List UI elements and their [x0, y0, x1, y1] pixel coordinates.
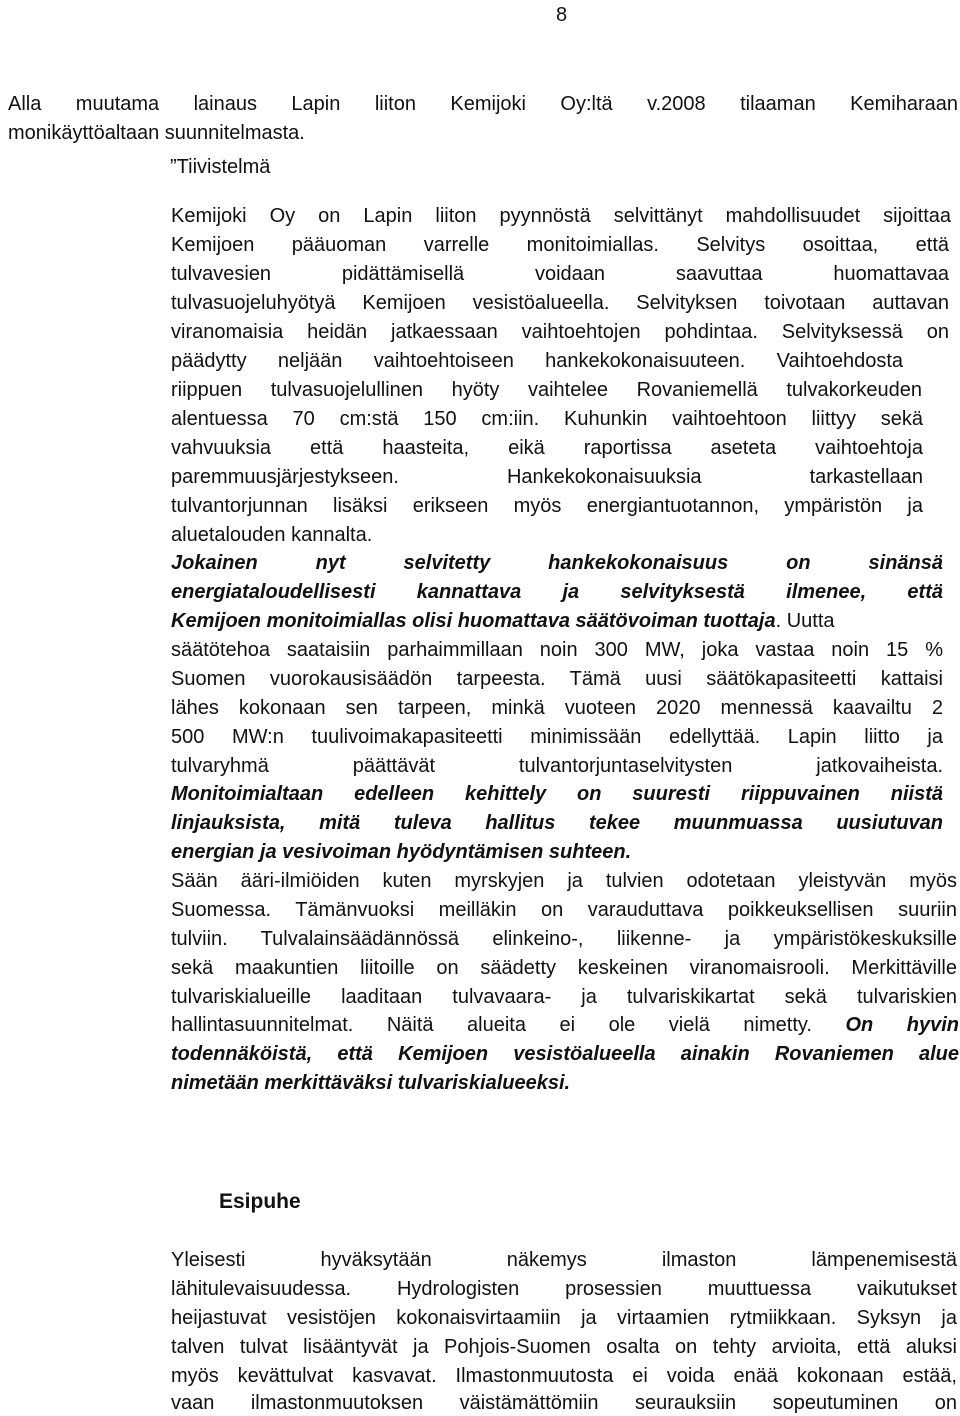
section-line: Yleisesti hyväksytään näkemys ilmaston lämpenemisestä	[171, 1249, 957, 1271]
quote-line: alentuessa 70 cm:stä 150 cm:iin. Kuhunkin vaihtoehtoon liittyy sekä	[171, 408, 923, 430]
body-text: hallintasuunnitelmat. Näitä alueita ei ole vielä nimetty.	[171, 1014, 812, 1036]
intro-line: Alla muutama lainaus Lapin liiton Kemijoki Oy:ltä v.2008 tilaaman Kemiharaan	[8, 93, 958, 115]
quote-line: Sään ääri-ilmiöiden kuten myrskyjen ja tulvien odotetaan yleistyvän myös	[171, 870, 957, 892]
quote-line: lähes kokonaan sen tarpeen, minkä vuoteen 2020 mennessä kaavailtu 2	[171, 697, 943, 719]
quote-line: tulvasuojeluhyötyä Kemijoen vesistöalueella. Selvityksen toivotaan auttavan	[171, 292, 949, 314]
quote-line: Suomessa. Tämänvuoksi meilläkin on varauduttava poikkeuksellisen suuriin	[171, 899, 957, 921]
quote-line: tulviin. Tulvalainsäädännössä elinkeino-, liikenne- ja ympäristökeskuksille	[171, 928, 957, 950]
body-text: . Uutta	[775, 610, 835, 632]
quote-line: energian ja vesivoiman hyödyntämisen suhteen.	[171, 841, 632, 863]
quote-line: 500 MW:n tuulivoimakapasiteetti minimissään edellyttää. Lapin liitto ja	[171, 726, 943, 748]
quote-line: tulvariskialueille laaditaan tulvavaara- ja tulvariskikartat sekä tulvariskien	[171, 986, 957, 1008]
quote-line: tulvavesien pidättämisellä voidaan saavuttaa huomattavaa	[171, 263, 949, 285]
quote-line: päädytty neljään vaihtoehtoiseen hankekokonaisuuteen. Vaihtoehdosta	[171, 350, 903, 372]
quote-line: energiataloudellisesti kannattava ja selvityksestä ilmenee, että	[171, 581, 943, 603]
section-line: talven tulvat lisääntyvät ja Pohjois-Suomen osalta on tehty arvioita, että aluksi	[171, 1336, 957, 1358]
quote-line: tulvantorjunnan lisäksi erikseen myös energiantuotannon, ympäristön ja	[171, 495, 923, 517]
quote-line	[171, 609, 835, 633]
quote-line	[171, 1013, 959, 1037]
section-line: lähitulevaisuudessa. Hydrologisten prosessien muuttuessa vaikutukset	[171, 1278, 957, 1300]
quote-line: aluetalouden kannalta.	[171, 524, 373, 546]
quote-line: tulvaryhmä päättävät tulvantorjuntaselvitysten jatkovaiheista.	[171, 755, 943, 777]
quote-line: säätötehoa saataisiin parhaimmillaan noin 300 MW, joka vastaa noin 15 %	[171, 639, 943, 661]
quote-line: paremmuusjärjestykseen. Hankekokonaisuuksia tarkastellaan	[171, 466, 923, 488]
quote-line: todennäköistä, että Kemijoen vesistöalueella ainakin Rovaniemen alue	[171, 1043, 959, 1065]
emphasis-text: Kemijoen monitoimiallas olisi huomattava säätövoiman tuottaja	[171, 610, 776, 632]
quote-line: sekä maakuntien liitoille on säädetty keskeinen viranomaisrooli. Merkittäville	[171, 957, 957, 979]
quote-line: viranomaisia heidän jatkaessaan vaihtoehtojen pohdintaa. Selvityksessä on	[171, 321, 949, 343]
quote-line: nimetään merkittäväksi tulvariskialueeksi.	[171, 1072, 571, 1094]
quote-line: Jokainen nyt selvitetty hankekokonaisuus on sinänsä	[171, 552, 943, 574]
quote-line: Kemijoki Oy on Lapin liiton pyynnöstä selvittänyt mahdollisuudet sijoittaa	[171, 205, 951, 227]
section-line: myös kevättulvat kasvavat. Ilmastonmuutosta ei voida enää kokonaan estää,	[171, 1365, 957, 1387]
quote-line: Suomen vuorokausisäädön tarpeesta. Tämä uusi säätökapasiteetti kattaisi	[171, 668, 943, 690]
quote-line: vahvuuksia että haasteita, eikä raportissa aseteta vaihtoehtoja	[171, 437, 923, 459]
intro-line: ”Tiivistelmä	[170, 156, 271, 178]
quote-line: linjauksista, mitä tuleva hallitus tekee muunmuassa uusiutuvan	[171, 812, 943, 834]
quote-line: Kemijoen pääuoman varrelle monitoimiallas. Selvitys osoittaa, että	[171, 234, 949, 256]
emphasis-text: On hyvin	[845, 1014, 959, 1036]
quote-line: Monitoimialtaan edelleen kehittely on suuresti riippuvainen niistä	[171, 783, 943, 805]
intro-line: monikäyttöaltaan suunnitelmasta.	[8, 122, 305, 144]
section-line: vaan ilmastonmuutoksen väistämättömiin seurauksiin sopeutuminen on	[171, 1392, 957, 1414]
section-heading: Esipuhe	[219, 1190, 301, 1213]
page-number: 8	[556, 4, 568, 26]
section-line: heijastuvat vesistöjen kokonaisvirtaamiin ja virtaamien rytmiikkaan. Syksyn ja	[171, 1307, 957, 1329]
quote-line: riippuen tulvasuojelullinen hyöty vaihtelee Rovaniemellä tulvakorkeuden	[171, 379, 922, 401]
